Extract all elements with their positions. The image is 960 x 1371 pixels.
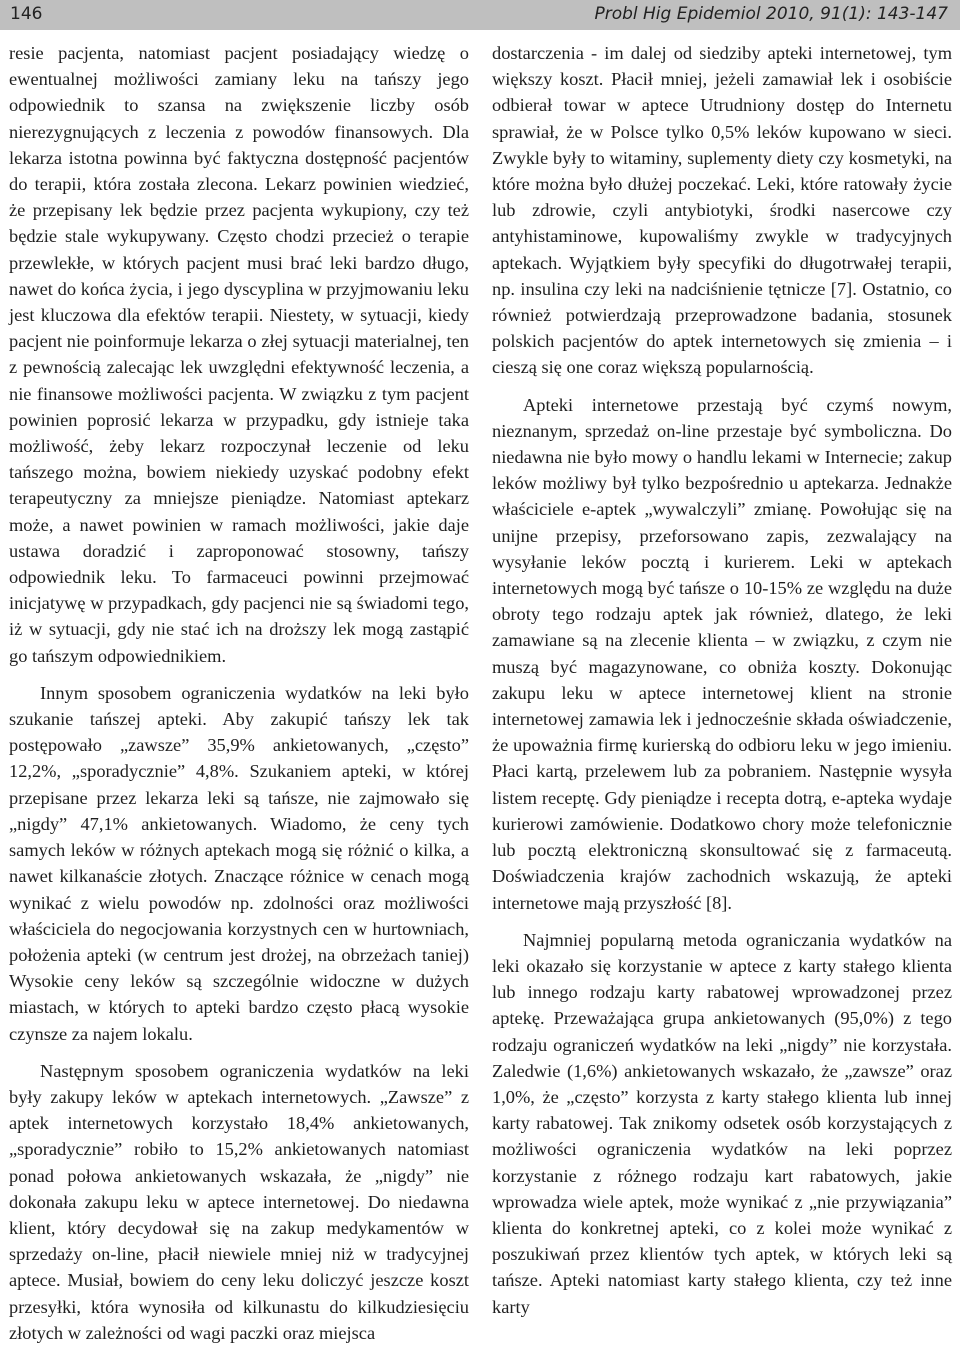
left-column	[9, 40, 469, 1346]
journal-reference: Probl Hig Epidemiol 2010, 91(1): 143-147	[594, 4, 948, 24]
paragraph: Najmniej popularną metoda ograniczania wydatków na leki okazało się korzystanie w aptece z karty stałego klienta lub innego rodzaju karty rabatowej wprowadzonej przez aptekę. Przeważająca grupa ankietowanych (95,0%) z tego rodzaju ograniczeń wydatków na leki „nigdy” nie korzystała. Zaledwie (1,6%) ankietowanych wskazało, że „zawsze” oraz 1,0%, że „często” korzysta z karty stałego klienta lub innej karty rabatowej. Tak znikomy odsetek osób korzystających z możliwości ograniczenia wydatków na leki poprzez korzystanie z różnego rodzaju kart rabatowych, jakie wprowadza wiele aptek, może wynikać z „nie przywiązania” klienta do konkretnej apteki, co z kolei może wynikać z poszukiwań przez klientów tych aptek, w których leki są tańsze. Apteki natomiast karty stałego klienta, czy też inne karty	[492, 929, 952, 1317]
paragraph: Innym sposobem ograniczenia wydatków na leki było szukanie tańszej apteki. Aby zakupić tańszy lek tak postępowało „zawsze” 35,9% ankietowanych, „często” 12,2%, „sporadycznie” 4,8%. Szukaniem apteki, w której przepisane przez lekarza leki są tańsze, nie zajmowało się „nigdy” 47,1% ankietowanych. Wiadomo, że ceny tych samych leków w różnych aptekach mogą się różnić o kilka, a nawet kilkanaście złotych. Znaczące różnice w cenach mogą wynikać z wielu powodów np. zdolności oraz możliwości właściciela do negocjowania korzystnych cen w hurtowniach, położenia apteki (w centrum jest drożej, na obrzeżach taniej) Wysokie ceny leków są szczególnie widoczne w dużych miastach, w których to apteki bardzo często płacą wysokie czynsze za najem lokalu.	[9, 682, 469, 1044]
paragraph: dostarczenia - im dalej od siedziby apteki internetowej, tym większy koszt. Płacił mniej, jeżeli zamawiał lek i osobiście odbierał towar w aptece Utrudniony dostęp do Internetu sprawiał, że w Polsce tylko 0,5% leków kupowano w sieci. Zwykle były to witaminy, suplementy diety czy kosmetyki, na które można było dłużej poczekać. Leki, które ratowały życie lub zdrowie, czyli antybiotyki, środki nasercowe czy antyhistaminowe, kupowaliśmy zwykle w tradycyjnych aptekach. Wyjątkiem były specyfiki do długotrwałej terapii, np. insulina czy leki na nadciśnienie tętnicze [7]. Ostatnio, co również potwierdzają przeprowadzone badania, stosunek polskich pacjentów do aptek internetowych się zmienia – i cieszą się one coraz większą popularnością.	[492, 43, 952, 378]
paragraph: Apteki internetowe przestają być czymś nowym, nieznanym, sprzedaż on-line przestaje być symboliczna. Do niedawna nie było mowy o handlu lekami w Internecie; zakup leków możliwy był tylko bezpośrednio u aptekarza. Jednakże właściciele e-aptek „wywalczyli” zmianę. Powołując się na unijne przepisy, przeforsowano zapis, zezwalający na wysyłanie leków pocztą i kurierem. Leki w aptekach internetowych mogą być tańsze o 10-15% ze względu na duże obroty tego rodzaju aptek jak również, dlatego, że leki zamawiane są na zlecenie klienta – w związku, z czym nie muszą być magazynowane, co obniża koszty. Dokonując zakupu leku w aptece internetowej klient na stronie internetowej zamawia lek i jednocześnie składa oświadczenie, że upoważnia firmę kurierską do odbioru leku w jego imieniu. Płaci kartą, przelewem lub za pobraniem. Następnie wysyła listem receptę. Gdy pieniądze i recepta dotrą, e-apteka wydaje kurierowi zamówienie. Dodatkowo chory może telefonicznie lub pocztą elektroniczną skonsultować się z farmaceutą. Doświadczenia krajów zachodnich wskazują, że apteki internetowe mają przyszłość [8].	[492, 394, 952, 913]
paragraph: resie pacjenta, natomiast pacjent posiadający wiedzę o ewentualnej możliwości zamiany leku na tańszy jego odpowiednik to szansa na zwiększenie liczby osób nierezygnujących z leczenia z powodów finansowych. Dla lekarza istotna powinna być faktyczna dostępność pacjentów do terapii, która została zlecona. Lekarz powinien wiedzieć, że przepisany lek będzie przez pacjenta wykupiony, czy też będzie stale wykupywany. Często chodzi przecież o terapie przewlekłe, w których pacjent musi brać leki bardzo długo, nawet do końca życia, i jego dyscyplina w przyjmowaniu leku jest kluczowa dla efektów terapii. Niestety, w sytuacji, kiedy pacjent nie poinformuje lekarza o złej sytuacji materialnej, ten z pewnością zalecając lek uwzględni efektywność leczenia, a nie finansowe możliwości pacjenta. W związku z tym pacjent powinien poprosić lekarza w przypadku, gdy istnieje taka możliwość, żeby lekarz rozpoczynał leczenie od leku tańszego można, bowiem niekiedy uzyskać podobny efekt terapeutyczny za mniejsze pieniądze. Natomiast aptekarz może, a nawet powinien w ramach możliwości, jakie daje ustawa doradzić i zaproponować stosowny, tańszy odpowiednik leku. To farmaceuci powinni przejmować inicjatywę w przypadkach, gdy pacjenci nie są świadomi tego, iż w sytuacji, gdy nie stać ich na droższy lek mogą zastąpić go tańszym odpowiednikiem.	[9, 43, 469, 666]
page-number: 146	[10, 4, 43, 24]
paragraph: Następnym sposobem ograniczenia wydatków na leki były zakupy leków w aptekach internetowych. „Zawsze” z aptek internetowych korzystało 18,4% ankietowanych, „sporadycznie” robiło to 15,2% ankietowanych natomiast ponad połowa ankietowanych wskazała, że „nigdy” nie dokonała zakupu leku w aptece internetowej. Do niedawna klient, który decydował się na zakup medykamentów w sprzedaży on-line, płacił niewiele mniej niż w tradycyjnej aptece. Musiał, bowiem do ceny leku doliczyć jeszcze koszt przesyłki, która wynosiła od kilkunastu do kilkudziesięciu złotych w zależności od wagi paczki oraz miejsca	[9, 1060, 469, 1343]
page-header	[0, 0, 960, 30]
right-column	[492, 40, 952, 1320]
